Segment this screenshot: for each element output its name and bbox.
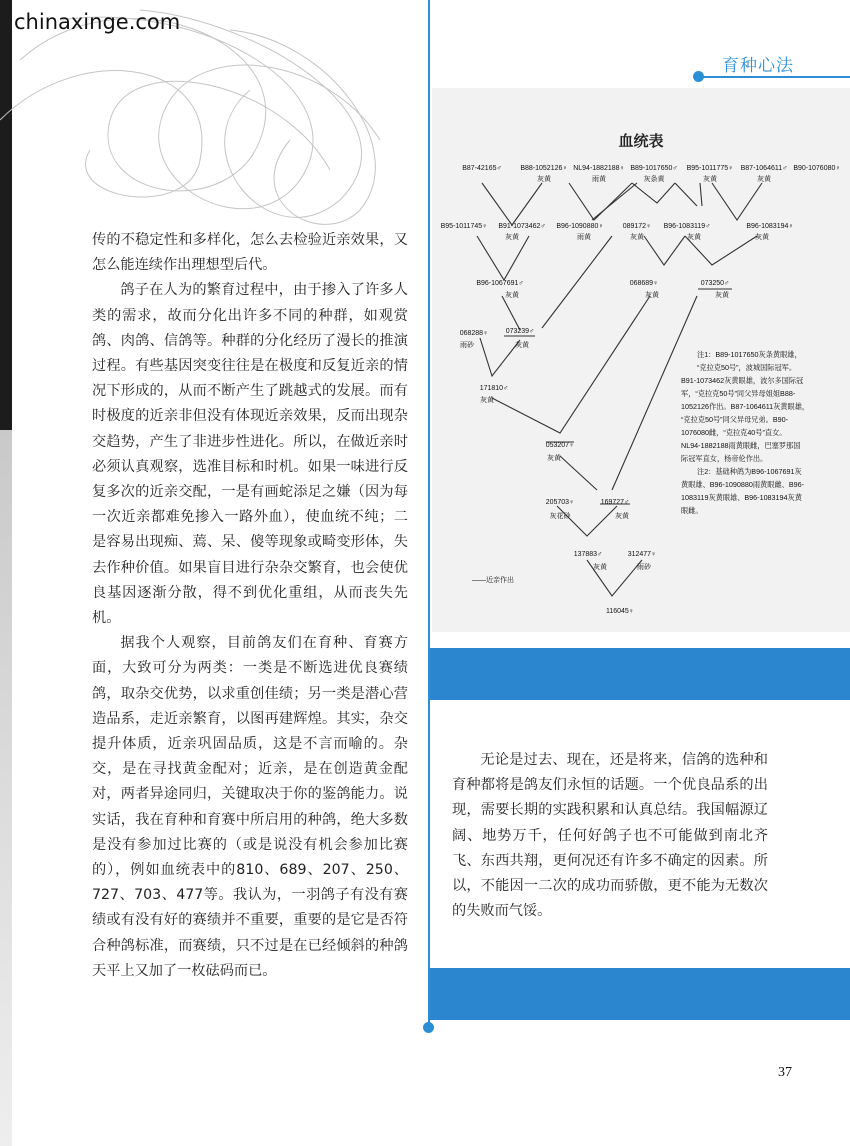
paragraph: 据我个人观察，目前鸽友们在育种、育赛方面，大致可分为两类：一类是不断选进优良赛绩鸽，取杂交优势，以求重创佳绩；另一类是潜心营造品系，走近亲繁育，以图再建辉煌。其实，杂交提升体质，近亲巩固品质，这是不言而喻的。杂交，是在寻找黄金配对；近亲，是在创造黄金配对，两者异途同归，关键取决于你的鉴鸽能力。说实话，我在育种和育赛中所启用的种鸽，绝大多数是没有参加过比赛的（或是说没有机会参加比赛的），例如血统表中的810、689、207、250、727、703、477等。我认为，一羽鸽子有没有赛绩或有没有好的赛绩并不重要，重要的是它是否符合种鸽标准，而赛绩，只不过是在已经倾斜的种鸽天平上又加了一枚砝码而已。 <box>92 635 408 979</box>
pedigree-id: 137883♂ <box>573 551 603 558</box>
pedigree-id: 073239♂ <box>505 328 535 335</box>
section-title: 育种心法 <box>722 56 794 76</box>
note-line: B91-1073462灰黄眼雄，波尔多国际冠 <box>681 376 804 385</box>
bottom-dot <box>423 1022 434 1033</box>
pedigree-id: 312477♀ <box>627 551 657 558</box>
pedigree-id: 068689♀ <box>629 280 659 287</box>
pedigree-id: 089172♀ <box>622 223 652 230</box>
pedigree-id: NL94-1882188♀ <box>573 165 625 172</box>
pedigree-color: 灰黄 <box>630 234 644 241</box>
blue-band-bottom <box>430 968 850 1020</box>
note-line: “克拉克50号”同父异母兄弟。B90- <box>681 415 789 424</box>
note-line: 军，“克拉克50号”同父异母姐姐B88- <box>681 389 796 398</box>
pedigree-id: B96-1090880♀ <box>556 223 604 230</box>
section-title-rule <box>700 76 850 78</box>
pedigree-id: B95-1011775♀ <box>686 165 734 172</box>
pedigree-color: 灰黄 <box>757 176 771 183</box>
pedigree-color: 雨黄 <box>577 234 591 241</box>
pedigree-color: 灰黄 <box>755 234 769 241</box>
pedigree-id: B88-1052126♀ <box>520 165 568 172</box>
paragraph: 传的不稳定性和多样化，怎么去检验近亲效果，又怎么能连续作出理想型后代。 <box>92 232 408 274</box>
pedigree-title: 血统表 <box>618 133 664 150</box>
note-line: 1076080雌，“克拉克40号”直女。 <box>681 428 787 437</box>
note-line: 1052126作出。B87-1064611灰黄眼雄， <box>681 402 810 411</box>
pedigree-color: 灰黄 <box>645 292 659 299</box>
pedigree-id: 073250♂ <box>700 280 730 287</box>
pedigree-color: 灰黄 <box>703 176 717 183</box>
vertical-divider <box>428 0 430 1028</box>
note-line: NL94-1882188雨黄眼雌，巴塞罗那国 <box>681 441 801 450</box>
pedigree-id: B95-1011745♀ <box>440 223 488 230</box>
pedigree-color: 灰条黄 <box>643 176 665 183</box>
pedigree-id: 053207♀ <box>545 442 575 449</box>
section-title-dot <box>693 71 704 82</box>
pedigree-color: 灰黄 <box>547 455 561 462</box>
pedigree-notes <box>681 350 809 515</box>
pedigree-id: 169727♂ <box>600 499 630 506</box>
pedigree-color: 雨砂 <box>637 564 651 571</box>
note-line: 注1：B89-1017650灰条黄眼雄， <box>697 350 802 359</box>
pedigree-color: 灰黄 <box>615 513 629 520</box>
note-line: 际冠军直女，杨帝伦作出。 <box>681 454 768 463</box>
pedigree-color: 雨黄 <box>592 176 606 183</box>
pedigree-color: 灰黄 <box>593 564 607 571</box>
pedigree-color: 灰黄 <box>687 234 701 241</box>
paragraph: 鸽子在人为的繁育过程中，由于掺入了许多人类的需求，故而分化出许多不同的种群，如观赏鸽、肉鸽、信鸽等。种群的分化经历了漫长的推演过程。有些基因突变往往是在极度和反复近亲的情况下形成的，从而不断产生了跳越式的发展。而有时极度的近亲非但没有体现近亲效果，反而出现杂交趋势，产生了非进步性进化。所以，在做近亲时必须认真观察，选准目标和时机。如果一味进行反复多次的近亲交配，一是有画蛇添足之嫌（因为每一次近亲都难免掺入一路外血），使血统不纯；二是容易出现痴、蔫、呆、傻等现象或畸变形体，失去作种价值。如果盲目进行杂杂交繁育，也会使优良基因逐渐分散，得不到优化重组，从而丧失先机。 <box>92 282 408 627</box>
pedigree-color: 灰黄 <box>480 397 494 404</box>
pedigree-id: 171810♂ <box>479 385 509 392</box>
note-line: 1083119灰黄眼雄、B96-1083194灰黄 <box>681 493 802 502</box>
pedigree-color: 灰黄 <box>537 176 551 183</box>
pedigree-id: B90-1076080♀ <box>793 165 841 172</box>
paragraph: 无论是过去、现在，还是将来，信鸽的选种和育种都将是鸽友们永恒的话题。一个优良品系的出现，需要长期的实践积累和认真总结。我国幅源辽阔、地势万千，任何好鸽子也不可能做到南北齐飞、东西共翔，更何况还有许多不确定的因素。所以，不能因一二次的成功而骄傲，更不能为无数次的失败而气馁。 <box>452 752 768 920</box>
pedigree-id: B96-1083119♂ <box>663 223 711 230</box>
pedigree-id: B87-1064611♂ <box>740 165 788 172</box>
pedigree-id: B89-1017650♂ <box>630 165 678 172</box>
pedigree-id: B87-42165♂ <box>462 165 502 172</box>
pedigree-id: 205703♀ <box>545 499 575 506</box>
pedigree-color: 灰黄 <box>505 234 519 241</box>
blue-band-top <box>430 648 850 700</box>
note-line: 眼雌。 <box>681 506 703 515</box>
decorative-swirl <box>0 0 428 230</box>
note-line: 黄眼雄、B96-1090880雨黄眼雌、B96- <box>681 480 805 489</box>
pedigree-color: 雨砂 <box>460 342 474 349</box>
note-line: 注2：基础种鸽为B96-1067691灰 <box>697 467 802 476</box>
pedigree-id: 068288♀ <box>459 330 489 337</box>
pedigree-panel <box>432 88 850 632</box>
pedigree-legend: ——近亲作出 <box>472 577 514 584</box>
pedigree-color: 灰花砂 <box>549 513 571 520</box>
pedigree-id: B96-1067691♂ <box>476 280 524 287</box>
pedigree-color: 灰黄 <box>715 292 729 299</box>
pedigree-id: 116045♀ <box>605 608 635 615</box>
pedigree-id: B91-1073462♂ <box>498 223 546 230</box>
page-number: 37 <box>778 1065 792 1080</box>
article-left-column <box>92 228 408 984</box>
pedigree-color: 灰黄 <box>505 292 519 299</box>
pedigree-chart <box>432 88 850 632</box>
article-right-column <box>452 748 768 924</box>
watermark-text: chinaxinge.com <box>14 10 181 34</box>
note-line: “克拉克50号”，波城国际冠军。 <box>697 363 797 372</box>
pedigree-color: 灰黄 <box>515 342 529 349</box>
pedigree-id: B96-1083194♀ <box>746 223 794 230</box>
